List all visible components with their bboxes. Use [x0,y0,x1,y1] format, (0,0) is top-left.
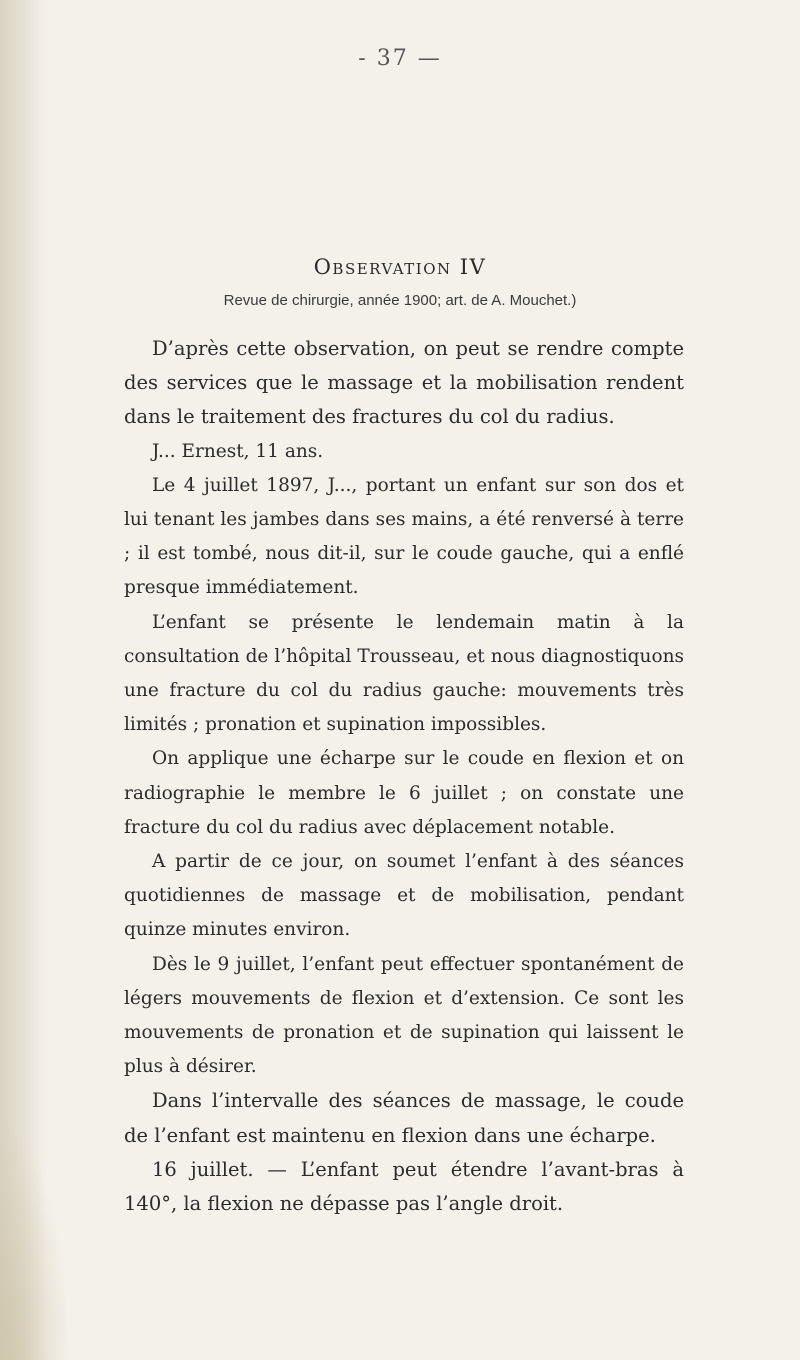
paragraph: On applique une écharpe sur le coude en flexion et on radiographie le membre le 6 juillet ; on constate une fracture du col du radius avec déplacement notable. [124,748,684,838]
paragraph: J... Ernest, 11 ans. [152,440,324,462]
paragraph: Le 4 juillet 1897, J..., portant un enfant sur son dos et lui tenant les jambes dans ses mains, a été renversé à terre ; il est tombé, nous dit-il, sur le coude gauche, qui a enflé presque immédiatement. [124,474,684,599]
paragraph: D’après cette observation, on peut se rendre compte des services que le massage et la mobilisation rendent dans le traitement des fractures du col du radius. [124,337,684,429]
paragraph: 16 juillet. — L’enfant peut étendre l’avant-bras à 140°, la flexion ne dépasse pas l’angle droit. [124,1157,684,1216]
page-corner-stain [0,1120,70,1360]
observation-title: Observation IV [313,255,487,279]
paragraph: Dès le 9 juillet, l’enfant peut effectuer spontanément de légers mouvements de flexion et d’extension. Ce sont les mouvements de pronation et de supination qui laissent le plus à désirer. [124,953,684,1078]
paragraph: A partir de ce jour, on soumet l’enfant à des séances quotidiennes de massage et de mobilisation, pendant quinze minutes environ. [124,851,684,941]
observation-source: Revue de chirurgie, année 1900; art. de A. Mouchet.) [223,292,577,309]
paragraph: Dans l’intervalle des séances de massage, le coude de l’enfant est maintenu en flexion dans une écharpe. [124,1089,684,1147]
body-text [124,332,684,1221]
paragraph: L’enfant se présente le lendemain matin à la consultation de l’hôpital Trousseau, et nous diagnostiquons une fracture du col du radius gauche: mouvements très limités ; pronation et supination impossibles. [124,611,684,736]
page-number: - 37 — [358,46,442,71]
